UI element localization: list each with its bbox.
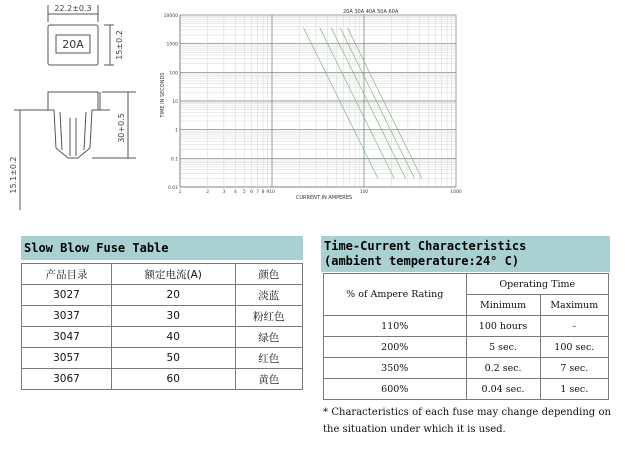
- table-row: [324, 358, 609, 379]
- table-cell: 红色: [235, 348, 302, 369]
- table-cell: 100 sec.: [540, 337, 608, 358]
- table-cell: 3057: [22, 348, 112, 369]
- fuse-dimension-drawing: [0, 0, 155, 215]
- chart-x-tick-label: 10: [269, 190, 275, 195]
- slow-blow-title-bar: [21, 236, 303, 260]
- fuse-curve: [304, 28, 379, 179]
- table-cell: 60: [111, 369, 235, 390]
- column-header-rating: % of Ampere Rating: [324, 274, 467, 316]
- table-cell: 3067: [22, 369, 112, 390]
- fuse-curve: [331, 28, 406, 179]
- chart-x-tick-label: 2: [206, 190, 210, 195]
- table-cell: 110%: [324, 316, 467, 337]
- table-cell: -: [540, 316, 608, 337]
- fuse-curve: [340, 28, 415, 179]
- table-row: [324, 379, 609, 400]
- fuse-rating-label: 20A: [62, 38, 84, 51]
- table-row: [22, 369, 303, 390]
- mid-height-dimension: 30+0.5: [117, 113, 126, 143]
- table-row: [22, 348, 303, 369]
- table-header-row: [22, 264, 303, 285]
- chart-x-tick-label: 4: [233, 190, 237, 195]
- chart-y-tick-label: 100: [169, 71, 178, 77]
- fuse-curve: [320, 28, 395, 179]
- table-cell: 淡蓝: [235, 285, 302, 306]
- table-row: [324, 337, 609, 358]
- chart-y-tick-label: 10000: [163, 14, 178, 19]
- table-cell: 粉红色: [235, 306, 302, 327]
- column-header-color: 颜色: [235, 264, 302, 285]
- table-cell: 3037: [22, 306, 112, 327]
- time-current-title: Time-Current Characteristics: [324, 239, 527, 253]
- low-height-dimension: 15.1±0.2: [9, 156, 18, 194]
- time-current-chart: [158, 5, 625, 205]
- chart-grid: [164, 13, 462, 195]
- slow-blow-fuse-table: [21, 263, 303, 390]
- chart-y-tick-label: 0.1: [170, 157, 178, 163]
- table-cell: 7 sec.: [540, 358, 608, 379]
- time-current-table: [323, 273, 609, 400]
- slow-blow-title: Slow Blow Fuse Table: [24, 241, 169, 255]
- chart-y-tick-label: 1000: [166, 42, 178, 48]
- chart-y-tick-label: 1: [175, 128, 178, 134]
- chart-y-axis-label: TIME IN SECONDS: [160, 72, 166, 118]
- table-row: [22, 306, 303, 327]
- table-cell: 20: [111, 285, 235, 306]
- column-header-catalog: 产品目录: [22, 264, 112, 285]
- column-header-maximum: Maximum: [540, 295, 608, 316]
- chart-x-tick-label: 7: [256, 190, 260, 195]
- table-cell: 黄色: [235, 369, 302, 390]
- table-cell: 3027: [22, 285, 112, 306]
- chart-x-tick-label: 100: [359, 190, 369, 195]
- chart-x-tick-label: 1: [178, 190, 182, 195]
- fuse-curve: [347, 28, 422, 179]
- table-cell: 50: [111, 348, 235, 369]
- table-cell: 0.2 sec.: [466, 358, 540, 379]
- table-cell: 0.04 sec.: [466, 379, 540, 400]
- characteristics-note: * Characteristics of each fuse may change depending on the situation under which it is used.: [323, 407, 611, 435]
- chart-x-tick-label: 3: [222, 190, 226, 195]
- chart-curves: [304, 28, 422, 179]
- table-cell: 600%: [324, 379, 467, 400]
- column-header-minimum: Minimum: [466, 295, 540, 316]
- table-header-row: [324, 274, 609, 295]
- time-current-title-bar: [321, 236, 610, 272]
- ambient-temperature-subtitle: (ambient temperature:24° C): [324, 254, 520, 268]
- column-header-current: 额定电流(A): [111, 264, 235, 285]
- chart-curve-labels: 20A 30A 40A 50A 60A: [343, 9, 399, 15]
- chart-x-tick-label: 5: [242, 190, 246, 195]
- chart-x-tick-label: 9: [266, 190, 270, 195]
- width-dimension-label: 22.2±0.3: [54, 4, 92, 13]
- chart-x-tick-label: 1000: [450, 190, 462, 195]
- table-cell: 100 hours: [466, 316, 540, 337]
- top-height-dimension: 15±0.2: [115, 30, 124, 60]
- chart-y-tick-label: 0.01: [167, 186, 178, 191]
- table-row: [22, 285, 303, 306]
- table-cell: 200%: [324, 337, 467, 358]
- table-cell: 绿色: [235, 327, 302, 348]
- table-cell: 1 sec.: [540, 379, 608, 400]
- table-row: [324, 316, 609, 337]
- table-cell: 350%: [324, 358, 467, 379]
- table-cell: 3047: [22, 327, 112, 348]
- chart-x-axis-label: CURRENT IN AMPERES: [295, 195, 353, 201]
- chart-x-tick-label: 8: [261, 190, 265, 195]
- chart-y-tick-label: 10: [172, 100, 178, 105]
- table-row: [22, 327, 303, 348]
- table-cell: 30: [111, 306, 235, 327]
- table-cell: 40: [111, 327, 235, 348]
- table-cell: 5 sec.: [466, 337, 540, 358]
- chart-x-tick-label: 6: [250, 190, 254, 195]
- column-header-operating-time: Operating Time: [466, 274, 609, 295]
